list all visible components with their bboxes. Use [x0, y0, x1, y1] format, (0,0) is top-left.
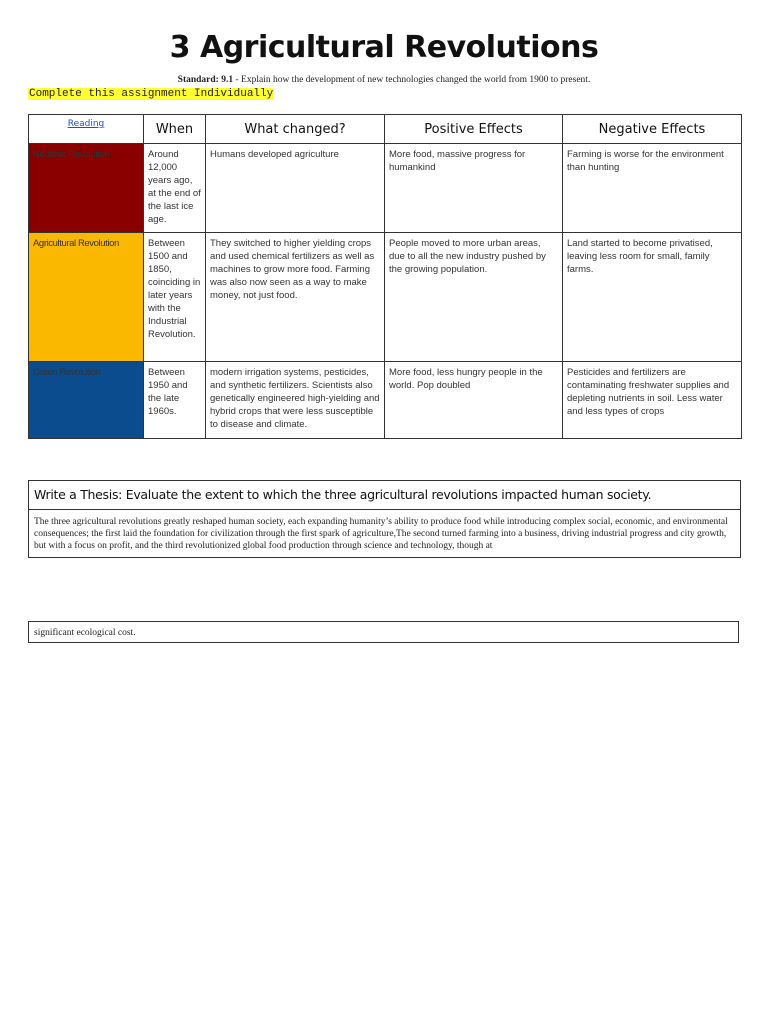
page-title: 3 Agricultural Revolutions	[169, 30, 599, 65]
negative-effects-cell: Farming is worse for the environment than hunting	[563, 144, 742, 233]
when-cell: Around 12,000 years ago, at the end of the last ice age.	[144, 144, 206, 233]
header-positive-effects: Positive Effects	[385, 115, 563, 144]
header-what-changed: What changed?	[206, 115, 385, 144]
when-cell: Between 1950 and the late 1960s.	[144, 362, 206, 439]
revolutions-table	[28, 114, 742, 439]
revolution-name-cell: Agricultural Revolution	[29, 233, 144, 362]
assignment-note: Complete this assignment Individually	[29, 88, 274, 100]
table-header-row	[29, 115, 742, 144]
standard-line	[0, 75, 768, 85]
what-changed-cell: They switched to higher yielding crops and used chemical fertilizers as well as machines to grow more food. Farming was also now seen as a way to make money, not just food.	[206, 233, 385, 362]
table-row	[29, 144, 742, 233]
positive-effects-cell: More food, less hungry people in the world. Pop doubled	[385, 362, 563, 439]
negative-effects-cell: Pesticides and fertilizers are contaminating freshwater supplies and depleting nutrients in soil. Less water and less types of crops	[563, 362, 742, 439]
revolution-name-cell: Neolithic Revolution	[29, 144, 144, 233]
thesis-prompt: Write a Thesis: Evaluate the extent to which the three agricultural revolutions impacted human society.	[29, 481, 740, 510]
thesis-box	[28, 480, 741, 558]
what-changed-cell: modern irrigation systems, pesticides, and synthetic fertilizers. Scientists also genetically engineered high-yielding and hybrid crops that were less susceptible to disease and climate.	[206, 362, 385, 439]
thesis-response-continued[interactable]: significant ecological cost.	[28, 621, 739, 643]
reading-link[interactable]: Reading	[67, 119, 105, 129]
positive-effects-cell: People moved to more urban areas, due to all the new industry pushed by the growing population.	[385, 233, 563, 362]
header-negative-effects: Negative Effects	[563, 115, 742, 144]
header-reading	[29, 115, 144, 144]
revolution-name-cell: Green Revolution	[29, 362, 144, 439]
standard-label: Standard: 9.1	[177, 75, 234, 85]
standard-text: - Explain how the development of new technologies changed the world from 1900 to present.	[233, 75, 591, 85]
table-row	[29, 233, 742, 362]
what-changed-cell: Humans developed agriculture	[206, 144, 385, 233]
negative-effects-cell: Land started to become privatised, leaving less room for small, family farms.	[563, 233, 742, 362]
table-row	[29, 362, 742, 439]
thesis-response[interactable]: The three agricultural revolutions greatly reshaped human society, each expanding humanity’s ability to produce food while introducing complex social, economic, and environmental consequences; the first laid the foundation for civilization through the first spark of agriculture,The second turned farming into a business, driving industrial progress and city growth, but with a focus on profit, and the third revolutionized global food production through science and technology, though at	[34, 517, 728, 551]
when-cell: Between 1500 and 1850, coinciding in later years with the Industrial Revolution.	[144, 233, 206, 362]
header-when: When	[144, 115, 206, 144]
positive-effects-cell: More food, massive progress for humankind	[385, 144, 563, 233]
